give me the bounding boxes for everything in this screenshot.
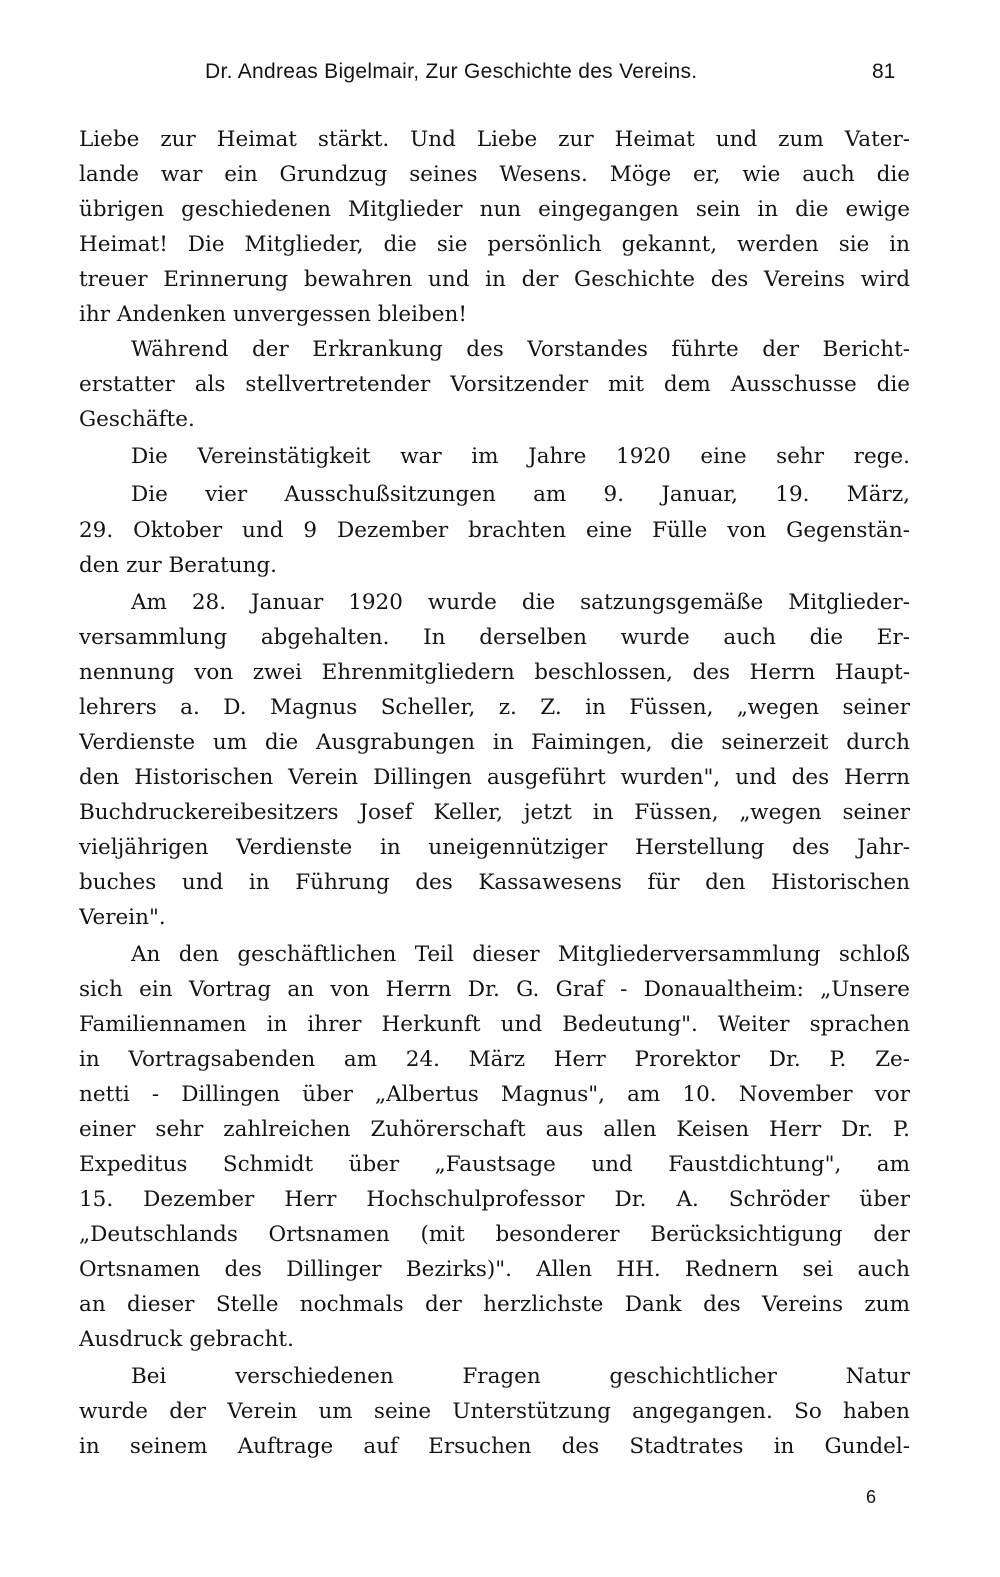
text-line: in seinem Auftrage auf Ersuchen des Stadtrates in Gundel-	[79, 1434, 910, 1459]
page-number: 81	[872, 60, 896, 83]
text-line: Die Vereinstätigkeit war im Jahre 1920 eine sehr rege.	[131, 444, 910, 469]
text-line: Die vier Ausschußsitzungen am 9. Januar, 19. März,	[131, 482, 910, 507]
text-line: Geschäfte.	[79, 407, 195, 432]
text-line: Verein".	[79, 905, 166, 930]
text-line: Expeditus Schmidt über „Faustsage und Faustdichtung", am	[79, 1152, 910, 1177]
text-line: lehrers a. D. Magnus Scheller, z. Z. in Füssen, „wegen seiner	[79, 695, 910, 720]
text-line: 29. Oktober und 9 Dezember brachten eine Fülle von Gegenstän-	[79, 518, 910, 543]
text-line: vieljährigen Verdienste in uneigennütziger Herstellung des Jahr-	[79, 835, 910, 860]
text-line: 15. Dezember Herr Hochschulprofessor Dr. A. Schröder über	[79, 1187, 910, 1212]
text-line: ihr Andenken unvergessen bleiben!	[79, 302, 467, 327]
text-line: erstatter als stellvertretender Vorsitzender mit dem Ausschusse die	[79, 372, 910, 397]
text-line: wurde der Verein um seine Unterstützung angegangen. So haben	[79, 1399, 910, 1424]
text-line: „Deutschlands Ortsnamen (mit besonderer Berücksichtigung der	[79, 1222, 910, 1247]
text-line: Am 28. Januar 1920 wurde die satzungsgemäße Mitglieder-	[131, 590, 910, 615]
text-line: treuer Erinnerung bewahren und in der Geschichte des Vereins wird	[79, 267, 910, 292]
text-line: Bei verschiedenen Fragen geschichtlicher Natur	[131, 1364, 910, 1389]
text-line: den Historischen Verein Dillingen ausgeführt wurden", und des Herrn	[79, 765, 910, 790]
text-line: Heimat! Die Mitglieder, die sie persönlich gekannt, werden sie in	[79, 232, 910, 257]
text-line: nennung von zwei Ehrenmitgliedern beschlossen, des Herrn Haupt-	[79, 660, 910, 685]
text-line: Verdienste um die Ausgrabungen in Faimingen, die seinerzeit durch	[79, 730, 910, 755]
text-line: an dieser Stelle nochmals der herzlichste Dank des Vereins zum	[79, 1292, 910, 1317]
signature-mark: 6	[866, 1487, 877, 1507]
text-line: übrigen geschiedenen Mitglieder nun eingegangen sein in die ewige	[79, 197, 910, 222]
text-line: Ortsnamen des Dillinger Bezirks)". Allen HH. Rednern sei auch	[79, 1257, 910, 1282]
text-line: Ausdruck gebracht.	[79, 1327, 294, 1352]
text-line: den zur Beratung.	[79, 553, 278, 578]
text-line: Während der Erkrankung des Vorstandes führte der Bericht-	[131, 337, 910, 362]
text-line: in Vortragsabenden am 24. März Herr Prorektor Dr. P. Ze-	[79, 1047, 910, 1072]
text-line: lande war ein Grundzug seines Wesens. Möge er, wie auch die	[79, 162, 910, 187]
text-line: sich ein Vortrag an von Herrn Dr. G. Graf - Donaualtheim: „Unsere	[79, 977, 910, 1002]
text-line: Liebe zur Heimat stärkt. Und Liebe zur Heimat und zum Vater-	[79, 127, 910, 152]
text-line: netti - Dillingen über „Albertus Magnus", am 10. November vor	[79, 1082, 910, 1107]
text-line: buches und in Führung des Kassawesens für den Historischen	[79, 870, 910, 895]
text-line: versammlung abgehalten. In derselben wurde auch die Er-	[79, 625, 910, 650]
text-line: An den geschäftlichen Teil dieser Mitgliederversammlung schloß	[131, 942, 910, 967]
text-line: Familiennamen in ihrer Herkunft und Bedeutung". Weiter sprachen	[79, 1012, 910, 1037]
text-line: Buchdruckereibesitzers Josef Keller, jetzt in Füssen, „wegen seiner	[79, 800, 910, 825]
running-header-title: Dr. Andreas Bigelmair, Zur Geschichte des Vereins.	[205, 60, 698, 83]
text-line: einer sehr zahlreichen Zuhörerschaft aus allen Keisen Herr Dr. P.	[79, 1117, 910, 1142]
